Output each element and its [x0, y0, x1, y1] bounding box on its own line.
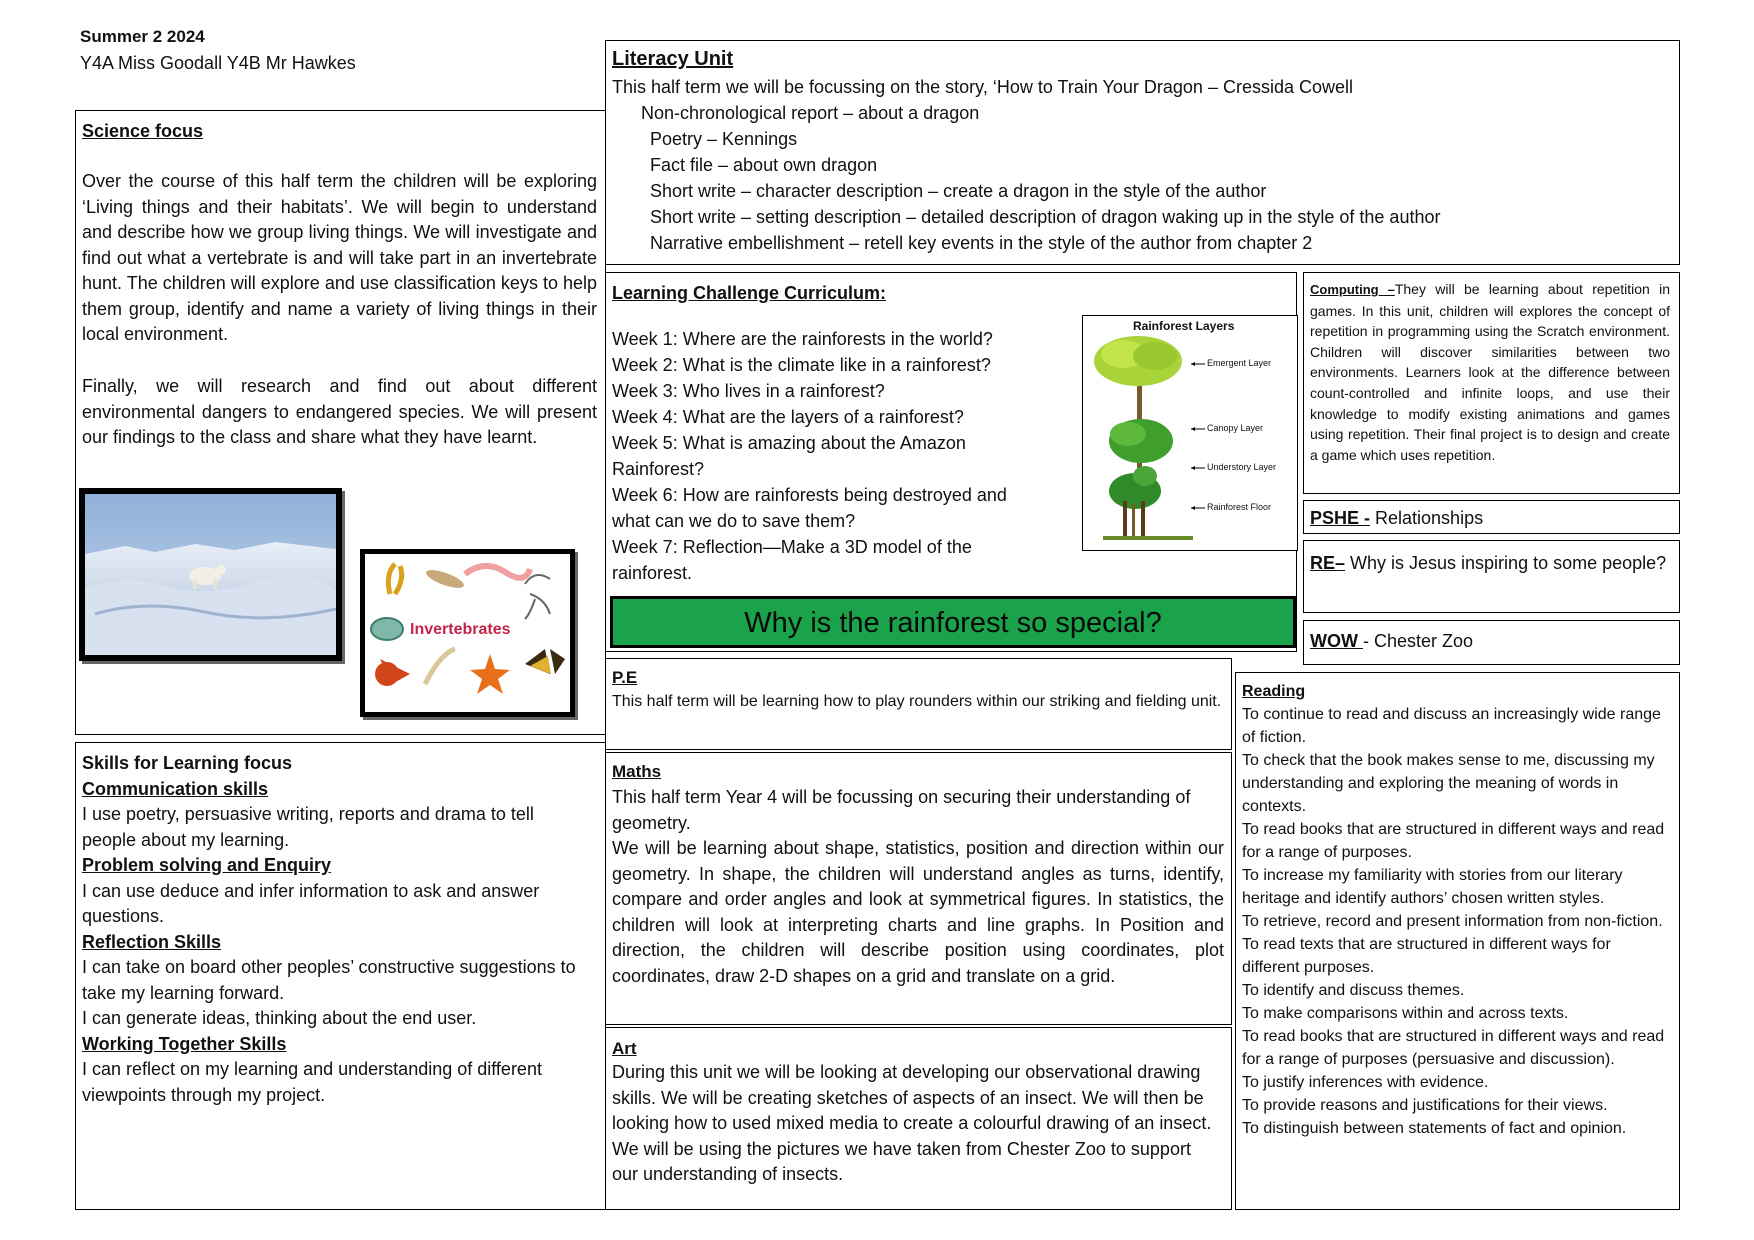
skills-subheading: Working Together Skills	[82, 1033, 287, 1054]
literacy-item: Poetry – Kennings	[650, 129, 798, 149]
computing-body: They will be learning about repetition in games. In this unit, children will explores the concept of repetition in programming using the Scratch environment. Children will discover similarities between two environments. Learners look at the difference between count-controlled and infinite loops, and use their knowledge to modify existing animations and games using repetition. Their final project is to design and create a game which uses repetition.	[1310, 281, 1670, 463]
pshe-body: Relationships	[1370, 508, 1484, 528]
teachers-line: Y4A Miss Goodall Y4B Mr Hawkes	[80, 53, 356, 73]
skills-line: I can generate ideas, thinking about the end user.	[82, 1008, 477, 1028]
pshe-panel	[1303, 500, 1680, 534]
invertebrates-image	[360, 549, 575, 717]
maths-para-2: We will be learning about shape, statistics, position and direction within our geometry. In shape, the children will understand angles as turns, identify, compare and order angles and look at symmetrical figures. In statistics, the children will look at interpreting charts and line graphs. In Position and direction, the children will describe position using coordinates, plot coordinates, draw 2-D shapes on a grid and translate on a grid.	[612, 838, 1224, 986]
pe-heading: P.E	[612, 668, 638, 687]
science-para-2: Finally, we will research and find out about different environmental dangers to endangered species. We will present our findings to the class and share what they have learnt.	[82, 376, 597, 447]
skills-subheading: Problem solving and Enquiry	[82, 855, 332, 875]
skills-panel	[75, 742, 606, 1210]
literacy-item: Narrative embellishment – retell key events in the style of the author from chapter 2	[650, 233, 1313, 253]
diagram-title: Rainforest Layers	[1133, 319, 1235, 333]
reading-item: To distinguish between statements of fact and opinion.	[1242, 1120, 1627, 1137]
re-text	[1310, 551, 1670, 577]
skills-line: I can take on board other peoples’ constructive suggestions to take my learning forward.	[82, 957, 576, 1003]
pshe-heading: PSHE -	[1310, 508, 1371, 528]
learning-challenge-panel	[605, 272, 1297, 652]
reading-item: To provide reasons and justifications for their views.	[1242, 1097, 1608, 1114]
layer-label: Canopy Layer	[1207, 423, 1264, 433]
literacy-panel	[605, 40, 1680, 265]
skills-subheading: Communication skills	[82, 778, 269, 799]
reading-item: To read texts that are structured in different ways for different purposes.	[1242, 936, 1611, 976]
week-2: Week 2: What is the climate like in a rainforest?	[612, 355, 991, 375]
literacy-item: Non-chronological report – about a dragon	[641, 103, 980, 123]
skills-content	[82, 751, 597, 1108]
week-7: Week 7: Reflection—Make a 3D model of the rainforest.	[612, 537, 972, 583]
banner-text: Why is the rainforest so special?	[744, 607, 1162, 639]
week-6: Week 6: How are rainforests being destroyed and what can we do to save them?	[612, 485, 1007, 531]
reading-item: To read books that are structured in different ways and read for a range of purposes.	[1242, 821, 1665, 861]
reading-heading: Reading	[1242, 683, 1306, 700]
rainforest-tree-illustration	[1083, 316, 1297, 550]
literacy-intro: This half term we will be focussing on the story, ‘How to Train Your Dragon – Cressida Cowell	[612, 77, 1353, 97]
pe-panel	[605, 658, 1232, 750]
maths-panel	[605, 752, 1232, 1025]
computing-panel	[1303, 272, 1680, 494]
week-4: Week 4: What are the layers of a rainforest?	[612, 407, 964, 427]
reading-item: To continue to read and discuss an increasingly wide range of fiction.	[1242, 706, 1661, 746]
skills-subheading: Reflection Skills	[82, 931, 222, 952]
science-panel	[75, 110, 606, 735]
layer-label: Understory Layer	[1207, 462, 1277, 472]
learning-challenge-heading: Learning Challenge Curriculum:	[612, 283, 887, 303]
maths-heading: Maths	[612, 762, 662, 781]
art-heading: Art	[612, 1039, 637, 1058]
reading-item: To read books that are structured in different ways and read for a range of purposes (persuasive and discussion).	[1242, 1028, 1665, 1068]
wow-heading: WOW	[1310, 631, 1363, 651]
re-panel	[1303, 540, 1680, 613]
wow-body: - Chester Zoo	[1362, 631, 1474, 651]
polar-bear-image	[85, 494, 336, 655]
literacy-item: Short write – character description – create a dragon in the style of the author	[650, 181, 1267, 201]
invertebrates-illustration	[365, 554, 570, 712]
reading-item: To increase my familiarity with stories from our literary heritage and identify authors’ chosen written styles.	[1242, 867, 1623, 907]
reading-list	[1242, 703, 1670, 1140]
literacy-heading: Literacy Unit	[612, 48, 734, 70]
week-5: Week 5: What is amazing about the Amazon Rainforest?	[612, 433, 966, 479]
science-para-1: Over the course of this half term the children will be exploring ‘Living things and their habitats’. We will begin to understand and describe how we group living things. We will investigate and find out what a vertebrate is and will take part in an invertebrate hunt. The children will explore and use classification keys to help them group, identify and name a variety of living things in their local environment.	[82, 171, 597, 344]
polar-bear-photo	[79, 488, 342, 661]
reading-panel	[1235, 672, 1680, 1210]
reading-item: To make comparisons within and across texts.	[1242, 1005, 1569, 1022]
skills-line: I can use deduce and infer information to ask and answer questions.	[82, 880, 540, 926]
rainforest-banner	[610, 596, 1296, 648]
rainforest-layers-diagram	[1082, 315, 1298, 551]
reading-item: To check that the book makes sense to me, discussing my understanding and exploring the meaning of words in contexts.	[1242, 752, 1655, 815]
computing-heading: Computing –	[1310, 282, 1395, 297]
art-panel	[605, 1027, 1232, 1210]
wow-panel	[1303, 620, 1680, 665]
invertebrates-label: Invertebrates	[410, 621, 511, 638]
week-1: Week 1: Where are the rainforests in the world?	[612, 329, 993, 349]
skills-line: I use poetry, persuasive writing, reports and drama to tell people about my learning.	[82, 804, 534, 850]
literacy-item: Fact file – about own dragon	[650, 155, 878, 175]
maths-para-1: This half term Year 4 will be focussing on securing their understanding of geometry.	[612, 787, 1191, 833]
pe-text: This half term will be learning how to play rounders within our striking and fielding unit.	[612, 693, 1222, 710]
re-heading: RE–	[1310, 553, 1346, 573]
art-text: During this unit we will be looking at developing our observational drawing skills. We will be creating sketches of aspects of an insect. We will then be looking how to used mixed media to create a colourful drawing of an insect. We will be using the pictures we have taken from Chester Zoo to support our understanding of insects.	[612, 1062, 1212, 1184]
re-body: Why is Jesus inspiring to some people?	[1345, 553, 1667, 573]
literacy-item: Short write – setting description – detailed description of dragon waking up in the style of the author	[650, 207, 1441, 227]
wow-text	[1310, 631, 1473, 652]
reading-item: To identify and discuss themes.	[1242, 982, 1465, 999]
skills-heading: Skills for Learning focus	[82, 753, 293, 773]
layer-label: Rainforest Floor	[1207, 502, 1272, 512]
layer-label: Emergent Layer	[1207, 358, 1272, 368]
computing-text	[1310, 279, 1670, 465]
reading-item: To justify inferences with evidence.	[1242, 1074, 1489, 1091]
term-title: Summer 2 2024	[80, 27, 205, 46]
science-heading: Science focus	[82, 121, 204, 141]
pshe-text	[1310, 508, 1483, 529]
skills-line: I can reflect on my learning and understanding of different viewpoints through my project.	[82, 1059, 542, 1105]
week-3: Week 3: Who lives in a rainforest?	[612, 381, 885, 401]
reading-item: To retrieve, record and present information from non-fiction.	[1242, 913, 1663, 930]
